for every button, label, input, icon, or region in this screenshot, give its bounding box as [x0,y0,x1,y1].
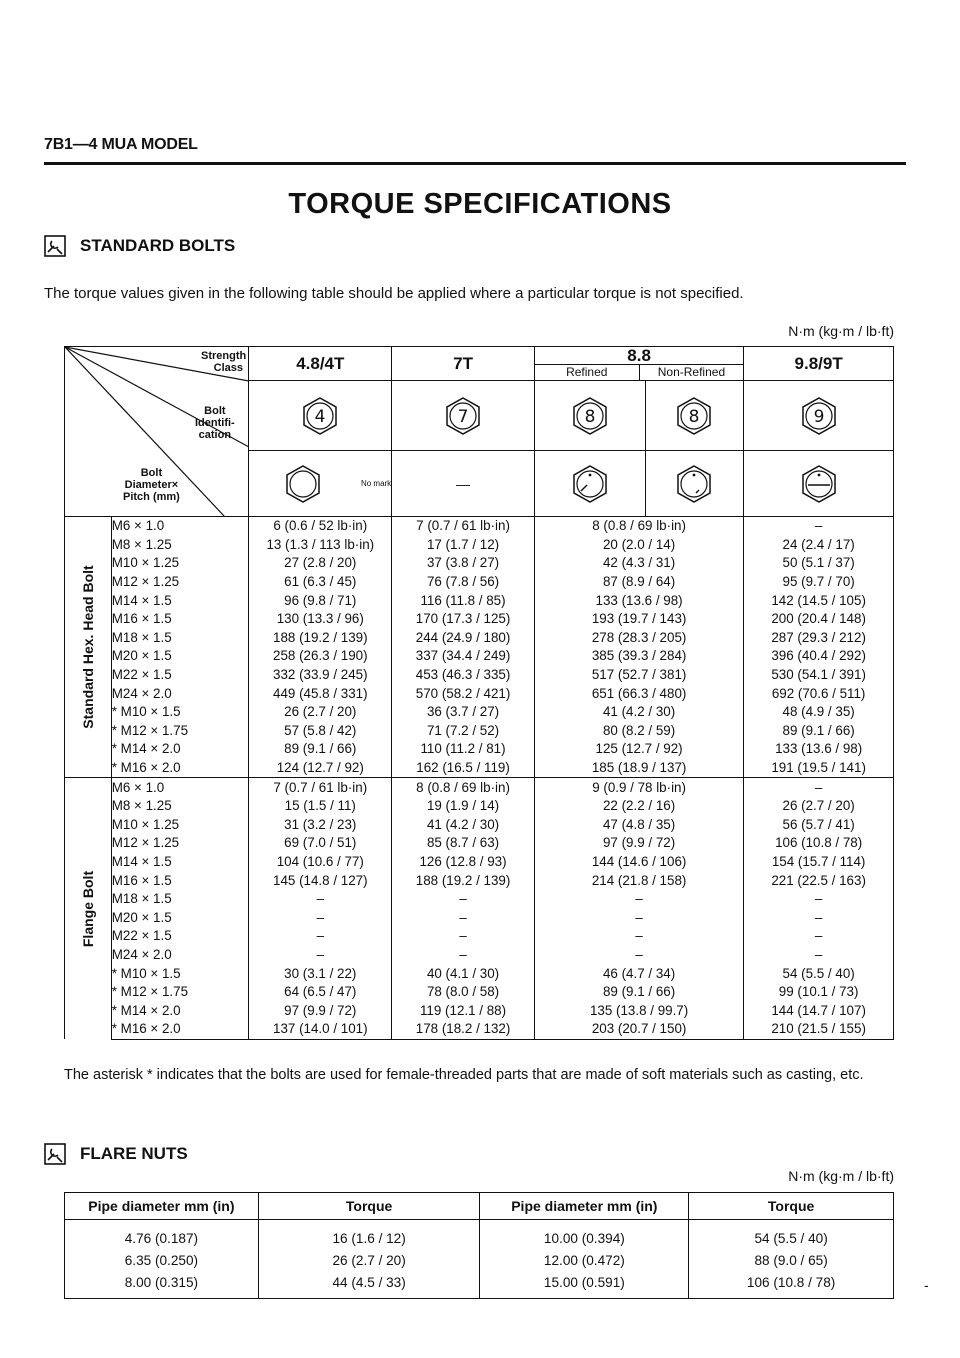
section-title: STANDARD BOLTS [80,236,236,255]
corner-strength-label: Strength Class [201,350,247,374]
class-4.8-4t: 4.8/4T [249,347,392,381]
pipe-diameter-cell: 15.00 (0.591) [480,1271,689,1299]
subclass-refined: Refined [535,365,640,380]
torque-cell: 530 (54.1 / 391) [744,666,894,685]
bolt-size-cell: M24 × 2.0 [111,946,249,965]
bolt-size-cell: * M16 × 2.0 [111,1020,249,1039]
bolt-size-cell: M8 × 1.25 [111,536,249,555]
torque-cell: 191 (19.5 / 141) [744,759,894,778]
torque-cell: 13 (1.3 / 113 lb·in) [249,536,392,555]
torque-cell: – [744,927,894,946]
head-mark-7t-cell: — [392,451,535,517]
torque-cell: 135 (13.8 / 99.7) [534,1001,743,1020]
torque-cell: 30 (3.1 / 22) [249,964,392,983]
torque-cell: 385 (39.3 / 284) [534,647,743,666]
table-row [65,554,894,573]
torque-cell: – [392,890,535,909]
torque-cell: 221 (22.5 / 163) [744,871,894,890]
bolt-size-cell: M6 × 1.0 [111,778,249,797]
table-row [65,647,894,666]
bolt-size-cell: * M14 × 2.0 [111,1001,249,1020]
torque-cell: 26 (2.7 / 20) [744,797,894,816]
torque-cell: – [534,927,743,946]
head-mark-8-refined-cell [534,451,645,517]
torque-cell: – [392,946,535,965]
torque-cell: 137 (14.0 / 101) [249,1020,392,1039]
mark-4-cell [249,381,392,451]
torque-cell: 54 (5.5 / 40) [689,1220,894,1250]
torque-cell: 47 (4.8 / 35) [534,816,743,835]
hex-bolt-8-dotted-icon [674,396,714,436]
table-row [65,591,894,610]
torque-cell: 130 (13.3 / 96) [249,610,392,629]
torque-cell: 95 (9.7 / 70) [744,573,894,592]
torque-cell: 96 (9.8 / 71) [249,591,392,610]
col-torque-1: Torque [258,1193,480,1220]
torque-cell: – [744,946,894,965]
torque-cell: 692 (70.6 / 511) [744,684,894,703]
subclass-non-refined: Non-Refined [657,365,726,379]
torque-cell: 188 (19.2 / 139) [392,871,535,890]
table-row [65,983,894,1002]
torque-cell: 19 (1.9 / 14) [392,797,535,816]
pipe-diameter-cell: 4.76 (0.187) [65,1220,259,1250]
bolt-size-cell: M18 × 1.5 [111,629,249,648]
hex-bolt-7-icon [443,396,483,436]
torque-cell: 203 (20.7 / 150) [534,1020,743,1039]
torque-cell: 78 (8.0 / 58) [392,983,535,1002]
torque-cell: 71 (7.2 / 52) [392,722,535,741]
bolt-size-cell: M24 × 2.0 [111,684,249,703]
corner-identification-label: Bolt Identifi- cation [195,405,235,441]
torque-cell: 17 (1.7 / 12) [392,536,535,555]
torque-cell: 20 (2.0 / 14) [534,536,743,555]
torque-cell: 210 (21.5 / 155) [744,1020,894,1039]
torque-cell: – [744,778,894,797]
bolt-size-cell: * M14 × 2.0 [111,740,249,759]
no-mark-label: No mark [360,479,392,488]
table-row [65,853,894,872]
hex-bolt-4-icon [300,396,340,436]
torque-cell: 119 (12.1 / 88) [392,1001,535,1020]
class-7t: 7T [392,347,535,381]
torque-cell: 89 (9.1 / 66) [534,983,743,1002]
torque-cell: 8 (0.8 / 69 lb·in) [392,778,535,797]
torque-cell: – [392,908,535,927]
bolt-size-cell: M18 × 1.5 [111,890,249,909]
torque-cell: 50 (5.1 / 37) [744,554,894,573]
torque-cell: 193 (19.7 / 143) [534,610,743,629]
table-row [65,703,894,722]
svg-text:8: 8 [688,406,700,427]
head-mark-4-cell [249,451,392,517]
group-label-cell [65,517,112,778]
bolt-size-cell: M8 × 1.25 [111,797,249,816]
torque-cell: 69 (7.0 / 51) [249,834,392,853]
torque-cell: 15 (1.5 / 11) [249,797,392,816]
torque-cell: 178 (18.2 / 132) [392,1020,535,1039]
table-row [65,684,894,703]
torque-cell: 42 (4.3 / 31) [534,554,743,573]
torque-cell: 54 (5.5 / 40) [744,964,894,983]
table-row [65,778,894,797]
table-row [65,1220,894,1250]
bolt-size-cell: M14 × 1.5 [111,591,249,610]
torque-cell: – [392,927,535,946]
bolt-size-cell: M12 × 1.25 [111,834,249,853]
corner-diagonal-cell [65,347,249,517]
torque-cell: 46 (4.7 / 34) [534,964,743,983]
torque-cell: 31 (3.2 / 23) [249,816,392,835]
torque-cell: 104 (10.6 / 77) [249,853,392,872]
torque-cell: 44 (4.5 / 33) [258,1271,480,1299]
torque-cell: 56 (5.7 / 41) [744,816,894,835]
torque-cell: 258 (26.3 / 190) [249,647,392,666]
pipe-diameter-cell: 12.00 (0.472) [480,1249,689,1271]
bolt-size-cell: * M10 × 1.5 [111,964,249,983]
table-row [65,517,894,536]
torque-cell: – [249,890,392,909]
torque-cell: 110 (11.2 / 81) [392,740,535,759]
table-row [65,1271,894,1299]
torque-cell: 332 (33.9 / 245) [249,666,392,685]
table-row [65,927,894,946]
class-9.8-9t: 9.8/9T [744,347,894,381]
table-row [65,759,894,778]
torque-cell: 61 (6.3 / 45) [249,573,392,592]
table-row [65,666,894,685]
bolt-size-cell: M20 × 1.5 [111,908,249,927]
torque-cell: – [744,517,894,536]
torque-cell: 24 (2.4 / 17) [744,536,894,555]
section-title: FLARE NUTS [80,1144,188,1163]
torque-cell: – [744,890,894,909]
torque-cell: 162 (16.5 / 119) [392,759,535,778]
bolt-size-cell: M14 × 1.5 [111,853,249,872]
torque-cell: 517 (52.7 / 381) [534,666,743,685]
torque-cell: – [534,908,743,927]
torque-cell: – [744,908,894,927]
bolt-size-cell: M10 × 1.25 [111,816,249,835]
torque-cell: – [249,927,392,946]
torque-cell: 97 (9.9 / 72) [534,834,743,853]
torque-cell: 27 (2.8 / 20) [249,554,392,573]
table-row [65,964,894,983]
mark-8-non-refined-cell [645,381,744,451]
torque-cell: 106 (10.8 / 78) [744,834,894,853]
torque-cell: 337 (34.4 / 249) [392,647,535,666]
torque-cell: 22 (2.2 / 16) [534,797,743,816]
torque-cell: 36 (3.7 / 27) [392,703,535,722]
torque-cell: 89 (9.1 / 66) [249,740,392,759]
col-torque-2: Torque [689,1193,894,1220]
torque-table [64,346,894,1040]
torque-cell: 8 (0.8 / 69 lb·in) [534,517,743,536]
torque-cell: 88 (9.0 / 65) [689,1249,894,1271]
torque-cell: 185 (18.9 / 137) [534,759,743,778]
torque-cell: 40 (4.1 / 30) [392,964,535,983]
hex-bolt-8-icon [570,396,610,436]
flare-nut-table [64,1192,894,1299]
torque-cell: 99 (10.1 / 73) [744,983,894,1002]
table-row [65,610,894,629]
pipe-diameter-cell: 6.35 (0.250) [65,1249,259,1271]
svg-text:4: 4 [314,406,326,427]
pipe-diameter-cell: 8.00 (0.315) [65,1271,259,1299]
torque-cell: 170 (17.3 / 125) [392,610,535,629]
torque-cell: 651 (66.3 / 480) [534,684,743,703]
dotted-bar-head-icon [799,464,839,504]
table-row [65,797,894,816]
table-row [65,871,894,890]
torque-cell: 116 (11.8 / 85) [392,591,535,610]
mark-8-refined-cell [534,381,645,451]
torque-cell: – [534,946,743,965]
torque-cell: 64 (6.5 / 47) [249,983,392,1002]
torque-cell: 125 (12.7 / 92) [534,740,743,759]
bolt-size-cell: * M12 × 1.75 [111,983,249,1002]
torque-cell: 37 (3.8 / 27) [392,554,535,573]
wrench-book-icon [44,235,66,257]
head-mark-9-cell [744,451,894,517]
bolt-size-cell: M20 × 1.5 [111,647,249,666]
torque-cell: 97 (9.9 / 72) [249,1001,392,1020]
torque-cell: 16 (1.6 / 12) [258,1220,480,1250]
table-row [65,629,894,648]
torque-cell: 144 (14.6 / 106) [534,853,743,872]
torque-cell: 48 (4.9 / 35) [744,703,894,722]
col-pipe-diameter-1: Pipe diameter mm (in) [65,1193,259,1220]
torque-cell: 453 (46.3 / 335) [392,666,535,685]
bolt-size-cell: M10 × 1.25 [111,554,249,573]
torque-cell: 7 (0.7 / 61 lb·in) [249,778,392,797]
table-row [65,1249,894,1271]
bolt-size-cell: M12 × 1.25 [111,573,249,592]
bolt-size-cell: M22 × 1.5 [111,927,249,946]
torque-cell: – [534,890,743,909]
flare-units-label: N·m (kg·m / lb·ft) [788,1168,894,1184]
bolt-size-cell: M6 × 1.0 [111,517,249,536]
torque-cell: 41 (4.2 / 30) [392,816,535,835]
dotted-tick-head-icon [674,464,714,504]
torque-cell: 188 (19.2 / 139) [249,629,392,648]
table-row [65,890,894,909]
torque-cell: 144 (14.7 / 107) [744,1001,894,1020]
torque-cell: 106 (10.8 / 78) [689,1271,894,1299]
torque-cell: 154 (15.7 / 114) [744,853,894,872]
page-title: TORQUE SPECIFICATIONS [288,188,672,220]
units-label: N·m (kg·m / lb·ft) [788,323,894,339]
bolt-size-cell: M16 × 1.5 [111,871,249,890]
intro-text: The torque values given in the following table should be applied where a particular torque is not specified. [44,285,744,302]
torque-cell: 9 (0.9 / 78 lb·in) [534,778,743,797]
svg-text:7: 7 [457,406,469,427]
torque-cell: 287 (29.3 / 212) [744,629,894,648]
col-pipe-diameter-2: Pipe diameter mm (in) [480,1193,689,1220]
table-row [65,908,894,927]
torque-cell: 124 (12.7 / 92) [249,759,392,778]
page-header: 7B1—4 MUA MODEL [44,136,198,153]
torque-cell: 76 (7.8 / 56) [392,573,535,592]
mark-9-cell [744,381,894,451]
torque-cell: 142 (14.5 / 105) [744,591,894,610]
torque-cell: 87 (8.9 / 64) [534,573,743,592]
group-label-cell [65,778,112,1039]
group-label: Flange Bolt [79,870,96,947]
table-row [65,536,894,555]
asterisk-note: The asterisk * indicates that the bolts are used for female-threaded parts that are made of soft materials such as casting, etc. [64,1067,864,1083]
torque-cell: 396 (40.4 / 292) [744,647,894,666]
torque-cell: 7 (0.7 / 61 lb·in) [392,517,535,536]
torque-cell: 133 (13.6 / 98) [744,740,894,759]
table-row [65,1001,894,1020]
torque-cell: 278 (28.3 / 205) [534,629,743,648]
torque-cell: – [249,908,392,927]
torque-cell: 85 (8.7 / 63) [392,834,535,853]
table-row [65,740,894,759]
class-8.8: 8.8 Refined Non-Refined [534,347,743,381]
svg-text:9: 9 [813,406,825,427]
torque-cell: – [249,946,392,965]
torque-cell: 80 (8.2 / 59) [534,722,743,741]
head-mark-8-non-refined-cell [645,451,744,517]
torque-cell: 26 (2.7 / 20) [249,703,392,722]
table-row [65,1020,894,1039]
bolt-size-cell: M16 × 1.5 [111,610,249,629]
svg-text:8: 8 [584,406,596,427]
bolt-size-cell: * M12 × 1.75 [111,722,249,741]
torque-cell: 570 (58.2 / 421) [392,684,535,703]
bolt-size-cell: * M10 × 1.5 [111,703,249,722]
torque-cell: 41 (4.2 / 30) [534,703,743,722]
mark-7-cell [392,381,535,451]
torque-cell: 6 (0.6 / 52 lb·in) [249,517,392,536]
torque-cell: 449 (45.8 / 331) [249,684,392,703]
flare-nuts-heading [44,1143,188,1165]
torque-cell: 214 (21.8 / 158) [534,871,743,890]
table-row [65,816,894,835]
table-row [65,946,894,965]
torque-cell: 145 (14.8 / 127) [249,871,392,890]
header-rule [44,162,906,165]
hex-bolt-9-icon [799,396,839,436]
standard-bolts-heading [44,235,235,257]
torque-cell: 89 (9.1 / 66) [744,722,894,741]
torque-cell: 200 (20.4 / 148) [744,610,894,629]
stray-mark: - [924,1277,929,1293]
bolt-size-cell: * M16 × 2.0 [111,759,249,778]
pipe-diameter-cell: 10.00 (0.394) [480,1220,689,1250]
group-label: Standard Hex. Head Bolt [79,565,96,729]
torque-cell: 133 (13.6 / 98) [534,591,743,610]
dotted-slash-head-icon [570,464,610,504]
wrench-book-icon [44,1143,66,1165]
plain-hex-head-icon [283,464,323,504]
torque-cell: 26 (2.7 / 20) [258,1249,480,1271]
table-row [65,722,894,741]
torque-cell: 126 (12.8 / 93) [392,853,535,872]
table-row [65,573,894,592]
torque-cell: 244 (24.9 / 180) [392,629,535,648]
table-row [65,834,894,853]
corner-diameter-label: Bolt Diameter× Pitch (mm) [123,467,180,503]
torque-cell: 57 (5.8 / 42) [249,722,392,741]
bolt-size-cell: M22 × 1.5 [111,666,249,685]
